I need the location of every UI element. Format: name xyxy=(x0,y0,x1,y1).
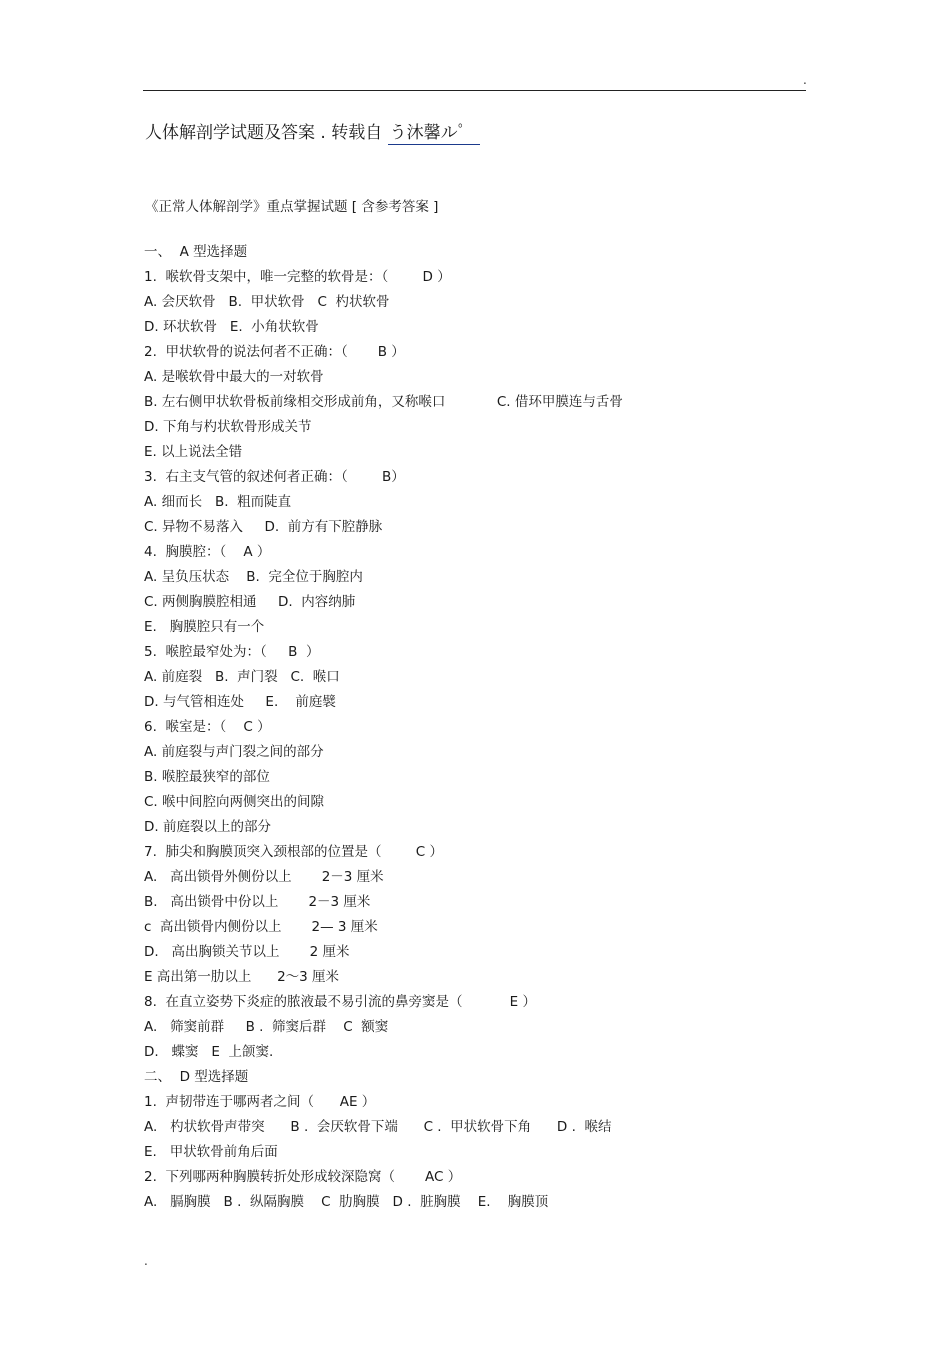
option-line: E. 以上说法全错 xyxy=(144,444,243,460)
corner-dot: . xyxy=(803,73,807,87)
option-line: E. 甲状软骨前角后面 xyxy=(144,1144,278,1160)
section-heading: 二、 D 型选择题 xyxy=(144,1069,249,1085)
option-line: A. 前庭裂与声门裂之间的部分 xyxy=(144,744,324,760)
header-rule xyxy=(143,90,806,91)
question-list xyxy=(144,243,623,1218)
title-source-link[interactable]: う沐馨ルﾟ xyxy=(388,118,481,145)
option-line: A. 呈负压状态 B. 完全位于胸腔内 xyxy=(144,569,363,585)
option-line: c 高出锁骨内侧份以上 2— 3 厘米 xyxy=(144,919,378,935)
option-line: A. 筛窦前群 B . 筛窦后群 C 额窦 xyxy=(144,1019,389,1035)
option-line: D. 环状软骨 E. 小角状软骨 xyxy=(144,319,319,335)
option-line: C. 两侧胸膜腔相通 D. 内容纳肺 xyxy=(144,594,356,610)
option-line: C. 异物不易落入 D. 前方有下腔静脉 xyxy=(144,519,383,535)
footer-dot: . xyxy=(144,1254,148,1268)
option-line: A. 是喉软骨中最大的一对软骨 xyxy=(144,369,324,385)
question-line: 7. 肺尖和胸膜顶突入颈根部的位置是（ C ） xyxy=(144,844,444,860)
option-line: A. 膈胸膜 B . 纵隔胸膜 C 肋胸膜 D . 脏胸膜 E. 胸膜顶 xyxy=(144,1194,549,1210)
question-line: 4. 胸膜腔：（ A ） xyxy=(144,544,271,560)
question-line: 6. 喉室是：（ C ） xyxy=(144,719,271,735)
question-line: 8. 在直立姿势下炎症的脓液最不易引流的鼻旁窦是（ E ） xyxy=(144,994,536,1010)
question-line: 5. 喉腔最窄处为：（ B ） xyxy=(144,644,320,660)
option-line: D. 与气管相连处 E. 前庭襞 xyxy=(144,694,336,710)
option-line: E 高出第一肋以上 2～3 厘米 xyxy=(144,969,340,985)
option-line: B. 左右侧甲状软骨板前缘相交形成前角，又称喉口 C. 借环甲膜连与舌骨 xyxy=(144,394,623,410)
option-line: D. 高出胸锁关节以上 2 厘米 xyxy=(144,944,350,960)
title-text: 人体解剖学试题及答案 . 转载自 xyxy=(145,123,388,143)
question-line: 2. 甲状软骨的说法何者不正确：（ B ） xyxy=(144,344,405,360)
option-line: A. 杓状软骨声带突 B . 会厌软骨下端 C . 甲状软骨下角 D . 喉结 xyxy=(144,1119,612,1135)
option-line: B. 高出锁骨中份以上 2－3 厘米 xyxy=(144,894,371,910)
page-title xyxy=(145,118,480,145)
exam-subtitle: 《正常人体解剖学》重点掌握试题 [ 含参考答案 ] xyxy=(145,199,439,215)
option-line: A. 细而长 B. 粗而陡直 xyxy=(144,494,292,510)
option-line: A. 高出锁骨外侧份以上 2－3 厘米 xyxy=(144,869,384,885)
question-line: 3. 右主支气管的叙述何者正确：（ B） xyxy=(144,469,405,485)
question-line: 1. 喉软骨支架中，唯一完整的软骨是：（ D ） xyxy=(144,269,451,285)
question-line: 2. 下列哪两种胸膜转折处形成较深隐窝（ AC ） xyxy=(144,1169,462,1185)
option-line: D. 下角与杓状软骨形成关节 xyxy=(144,419,312,435)
option-line: A. 会厌软骨 B. 甲状软骨 C 杓状软骨 xyxy=(144,294,390,310)
section-heading: 一、 A 型选择题 xyxy=(144,244,248,260)
option-line: A. 前庭裂 B. 声门裂 C. 喉口 xyxy=(144,669,340,685)
option-line: C. 喉中间腔向两侧突出的间隙 xyxy=(144,794,325,810)
option-line: B. 喉腔最狭窄的部位 xyxy=(144,769,270,785)
option-line: D. 前庭裂以上的部分 xyxy=(144,819,271,835)
question-line: 1. 声韧带连于哪两者之间（ AE ） xyxy=(144,1094,376,1110)
option-line: D. 蝶窦 E 上颌窦. xyxy=(144,1044,274,1060)
option-line: E. 胸膜腔只有一个 xyxy=(144,619,265,635)
